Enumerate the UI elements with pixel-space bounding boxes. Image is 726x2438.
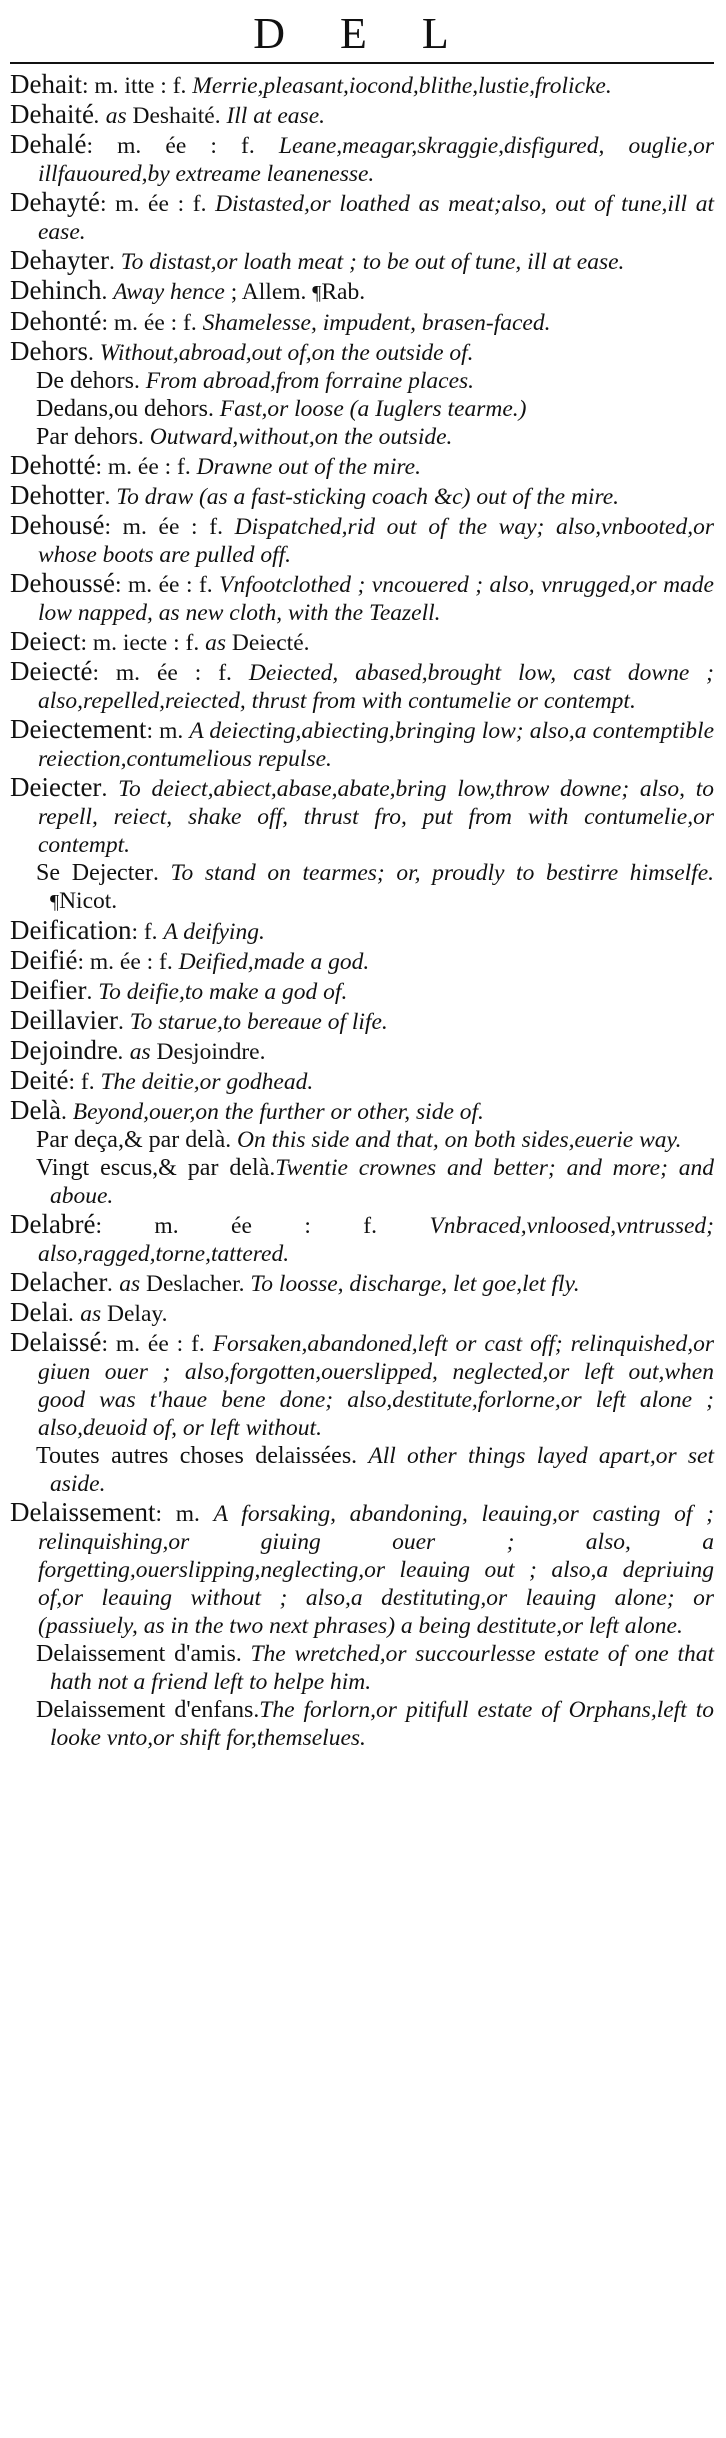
- cross-reference-lead: . as: [93, 103, 133, 129]
- sub-entry: [10, 1442, 714, 1498]
- headword: Deité: [10, 1065, 69, 1095]
- grammar-note: .: [133, 368, 146, 394]
- headword: Deiecté: [10, 656, 93, 686]
- definition: A forsaking, abandoning, leauing,or casting of ; relinquishing,or giuing ouer ; also, a forgetting,ouerslipping,neglecting,or leauing out ; also,a depriuing of,or leauing without ; also,a destituting,or leauing alone; or (passiuely, as in the two next phrases) a being destitute,or left alone.: [38, 1501, 714, 1639]
- headword: Toutes autres choses delaissées: [36, 1443, 352, 1469]
- dictionary-entry: [10, 773, 714, 859]
- headword: Deiect: [10, 626, 81, 656]
- dictionary-entry: [10, 1036, 714, 1066]
- headword: Delaissement: [10, 1497, 156, 1527]
- definition: Deified,made a god.: [178, 949, 370, 975]
- grammar-note: .: [225, 1127, 237, 1153]
- definition: Beyond,ouer,on the further or other, side of.: [72, 1099, 484, 1125]
- headword: Delai: [10, 1297, 69, 1327]
- grammar-note: .: [153, 860, 171, 886]
- definition: A deifying.: [163, 919, 265, 945]
- definition: Drawne out of the mire.: [196, 454, 421, 480]
- dictionary-entry: [10, 1268, 714, 1298]
- definition: Fast,or loose (a Iuglers tearme.): [219, 396, 527, 422]
- running-head: D E L: [253, 9, 471, 58]
- grammar-note: .: [101, 279, 114, 305]
- definition: Merrie,pleasant,iocond,blithe,lustie,frolicke.: [192, 73, 612, 99]
- dictionary-entry: [10, 451, 714, 481]
- headword: Dejoindre: [10, 1035, 118, 1065]
- grammar-note: : m. ée : f.: [99, 191, 216, 217]
- grammar-note: : m. iecte : f.: [80, 630, 206, 656]
- grammar-note: : m. ée : f.: [101, 1331, 213, 1357]
- grammar-note: : m. ée : f.: [86, 133, 279, 159]
- headword: Delà: [10, 1095, 61, 1125]
- cross-reference: Deslacher.: [145, 1271, 251, 1297]
- grammar-note: : m. ée : f.: [101, 310, 203, 336]
- pilcrow-mark: ¶: [50, 891, 60, 913]
- definition: Deiected, abased,brought low, cast downe ; also,repelled,reiected, thrust from with contumelie or contempt.: [38, 660, 714, 714]
- definition: To loosse, discharge, let goe,let fly.: [250, 1271, 580, 1297]
- headword: Delaissement d'amis: [36, 1641, 236, 1667]
- cross-reference-lead: . as: [107, 1271, 146, 1297]
- dictionary-entry: [10, 976, 714, 1006]
- definition: Ill at ease.: [226, 103, 325, 129]
- dictionary-entry: [10, 276, 714, 307]
- grammar-note: : m. ée : f.: [114, 572, 220, 598]
- headword: Delaissement d'enfans: [36, 1697, 254, 1723]
- dictionary-entry: [10, 481, 714, 511]
- cross-reference-lead: . as: [117, 1039, 157, 1065]
- grammar-note: : f.: [68, 1069, 101, 1095]
- grammar-note: .: [86, 979, 99, 1005]
- grammar-note: : m.: [155, 1501, 214, 1527]
- definition: To deifie,to make a god of.: [98, 979, 348, 1005]
- grammar-note: : m.: [146, 718, 190, 744]
- entry-list: [10, 70, 714, 1752]
- sub-entry: [10, 367, 714, 395]
- dictionary-entry: [10, 1096, 714, 1126]
- definition: The forlorn,or pitifull estate of Orphans,left to looke vnto,or shift for,themselues.: [50, 1697, 714, 1751]
- dictionary-entry: [10, 1066, 714, 1096]
- dictionary-entry: [10, 569, 714, 627]
- grammar-note: .: [207, 396, 220, 422]
- dictionary-entry: [10, 130, 714, 188]
- grammar-note: .: [101, 776, 119, 802]
- dictionary-entry: [10, 916, 714, 946]
- headword: Dehalé: [10, 129, 87, 159]
- headword: Dehayter: [10, 245, 109, 275]
- grammar-note: : m. ée : f.: [95, 1213, 430, 1239]
- headword: Dehayté: [10, 187, 100, 217]
- definition: Shamelesse, impudent, brasen-faced.: [202, 310, 551, 336]
- dictionary-entry: [10, 657, 714, 715]
- grammar-note: .: [117, 1009, 130, 1035]
- source-attribution: Nicot.: [59, 888, 118, 914]
- sub-entry: [10, 423, 714, 451]
- pilcrow-mark: ¶: [312, 282, 322, 304]
- grammar-note: : m. ée : f.: [92, 660, 249, 686]
- source-attribution: Rab.: [321, 279, 366, 305]
- definition: The deitie,or godhead.: [100, 1069, 314, 1095]
- dictionary-entry: [10, 1328, 714, 1442]
- headword: Dehaité: [10, 99, 94, 129]
- definition: Vnbraced,vnloosed,vntrussed; also,ragged,torne,tattered.: [38, 1213, 714, 1267]
- definition: Leane,meagar,skraggie,disfigured, ouglie,or illfauoured,by extreame leanenesse.: [38, 133, 715, 187]
- dictionary-entry: [10, 100, 714, 130]
- grammar-note: .: [351, 1443, 369, 1469]
- dictionary-entry: [10, 70, 714, 100]
- cross-reference: Desjoindre.: [156, 1039, 266, 1065]
- definition: Without,abroad,out of,on the outside of.: [99, 340, 474, 366]
- sub-entry: [10, 1696, 714, 1752]
- headword: Deifier: [10, 975, 87, 1005]
- headword: Par deça,& par delà: [36, 1127, 226, 1153]
- definition: Distasted,or loathed as meat;also, out of tune,ill at ease.: [38, 191, 714, 245]
- dictionary-entry: [10, 246, 714, 276]
- grammar-note: : m. ée : f.: [95, 454, 197, 480]
- cross-reference-lead: . as: [68, 1301, 108, 1327]
- grammar-note: .: [104, 484, 117, 510]
- cross-reference: Deshaité.: [132, 103, 227, 129]
- dictionary-entry: [10, 188, 714, 246]
- grammar-note: : m. itte : f.: [81, 73, 193, 99]
- headword: Deiecter: [10, 772, 102, 802]
- definition: To distast,or loath meat ; to be out of tune, ill at ease.: [120, 249, 625, 275]
- definition: A deiecting,abiecting,bringing low; also,a contemptible reiection,contumelious repulse.: [38, 718, 714, 772]
- headword: Dedans,ou dehors: [36, 396, 208, 422]
- definition: To draw (as a fast-sticking coach &c) out of the mire.: [116, 484, 620, 510]
- definition: To stand on tearmes; or, proudly to bestirre himselfe.: [170, 860, 714, 886]
- headword: De dehors: [36, 368, 134, 394]
- cross-reference: Deiecté.: [231, 630, 310, 656]
- dictionary-entry: [10, 946, 714, 976]
- headword: Deillavier: [10, 1005, 118, 1035]
- dictionary-entry: [10, 1210, 714, 1268]
- definition: The wretched,or succourlesse estate of one that hath not a friend left to helpe him.: [50, 1641, 715, 1695]
- grammar-note: .: [108, 249, 121, 275]
- header-rule: [10, 62, 714, 64]
- headword: Dehotter: [10, 480, 105, 510]
- headword: Par dehors: [36, 424, 138, 450]
- definition: All other things layed apart,or set aside.: [50, 1443, 714, 1497]
- headword: Delabré: [10, 1209, 96, 1239]
- headword: Dehotté: [10, 450, 96, 480]
- sub-entry: [10, 395, 714, 423]
- headword: Dehonté: [10, 306, 102, 336]
- dictionary-entry: [10, 337, 714, 367]
- page-header: [10, 0, 714, 62]
- grammar-note: .: [137, 424, 150, 450]
- definition: Outward,without,on the outside.: [149, 424, 453, 450]
- grammar-note: .: [87, 340, 100, 366]
- definition: Dispatched,rid out of the way; also,vnbooted,or whose boots are pulled off.: [38, 514, 714, 568]
- headword: Dehousé: [10, 510, 105, 540]
- grammar-note: .: [253, 1697, 260, 1723]
- grammar-note: : m. ée : f.: [77, 949, 179, 975]
- dictionary-entry: [10, 627, 714, 657]
- grammar-note: .: [269, 1155, 276, 1181]
- dictionary-entry: [10, 511, 714, 569]
- dictionary-entry: [10, 1498, 714, 1640]
- headword: Delaissé: [10, 1327, 102, 1357]
- headword: Deifié: [10, 945, 78, 975]
- definition: Vnfootclothed ; vncouered ; also, vnrugged,or made low napped, as new cloth, with the Teazell.: [38, 572, 714, 626]
- grammar-note: .: [60, 1099, 73, 1125]
- headword: Delacher: [10, 1267, 108, 1297]
- grammar-note: : f.: [131, 919, 164, 945]
- grammar-note: .: [235, 1641, 251, 1667]
- definition: Twentie crownes and better; and more; and aboue.: [50, 1155, 715, 1209]
- headword: Se Dejecter: [36, 860, 154, 886]
- definition: Forsaken,abandoned,left or cast off; relinquished,or giuen ouer ; also,forgotten,ouerslipped, neglected,or left out,when good was t'haue bene done; also,destitute,forlorne,or left alone ; also,deuoid of, or left without.: [38, 1331, 714, 1441]
- headword: Dehait: [10, 69, 82, 99]
- headword: Vingt escus,& par delà: [36, 1155, 270, 1181]
- headword: Dehinch: [10, 275, 102, 305]
- dictionary-entry: [10, 1298, 714, 1328]
- definition: To deiect,abiect,abase,abate,bring low,throw downe; also, to repell, reiect, shake off, thrust fro, put from with contumelie,or contempt.: [38, 776, 714, 858]
- headword: Deiectement: [10, 714, 147, 744]
- grammar-note: : m. ée : f.: [104, 514, 235, 540]
- dictionary-entry: [10, 715, 714, 773]
- sub-entry: [10, 1126, 714, 1154]
- cross-reference: Delay.: [107, 1301, 168, 1327]
- definition: To starue,to bereaue of life.: [129, 1009, 388, 1035]
- dictionary-entry: [10, 1006, 714, 1036]
- headword: Dehors: [10, 336, 88, 366]
- headword: Dehoussé: [10, 568, 115, 598]
- definition: From abroad,from forraine places.: [145, 368, 475, 394]
- dictionary-entry: [10, 307, 714, 337]
- cross-reference-lead: as: [205, 630, 232, 656]
- sub-entry: [10, 859, 714, 916]
- definition: Away hence: [113, 279, 231, 305]
- definition: On this side and that, on both sides,euerie way.: [236, 1127, 682, 1153]
- sub-entry: [10, 1640, 714, 1696]
- source-note: ; Allem.: [230, 279, 313, 305]
- sub-entry: [10, 1154, 714, 1210]
- headword: Deification: [10, 915, 132, 945]
